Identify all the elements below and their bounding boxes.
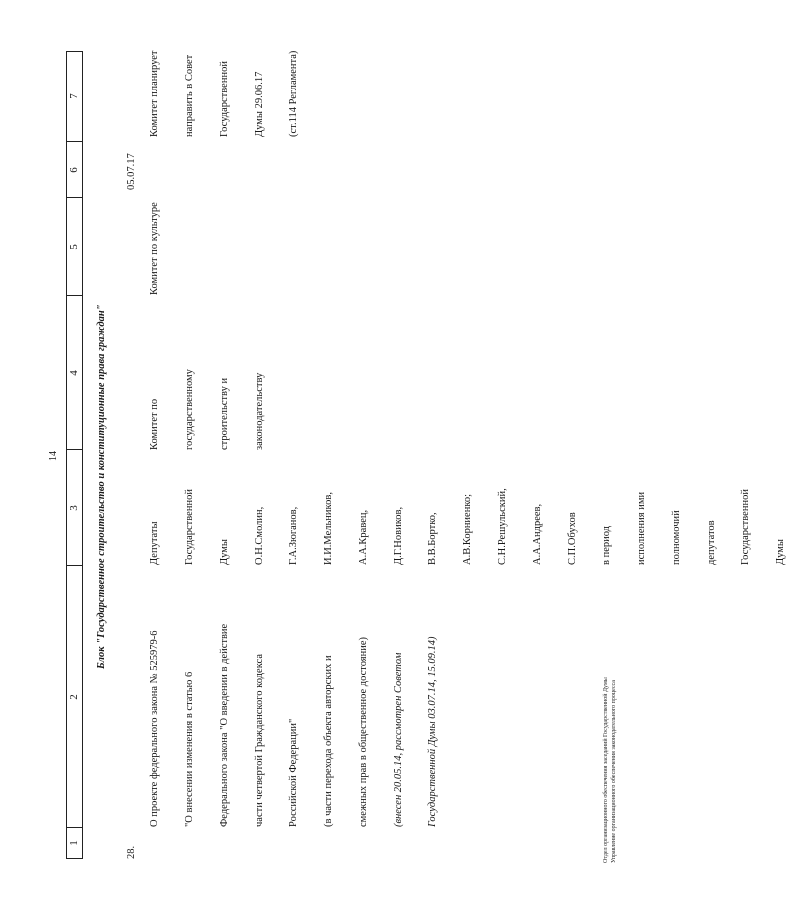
co-executor-line: Комитет по культуре [149,202,161,295]
column-number: 6 [68,167,80,173]
bill-title-line: (в части перехода объекта авторских и [323,655,335,827]
column-number: 5 [68,244,80,250]
bill-title-line: смежных прав в общественное достояние) [357,636,369,827]
bill-authors [126,488,810,565]
note-line: направить в Совет [183,54,195,137]
bill-title [126,624,462,827]
author-line: полномочий [670,510,682,565]
author-line: в период [601,525,613,565]
document-footer [602,677,618,863]
bill-title-line: "О внесении изменения в статью 6 [183,671,195,827]
column-number: 1 [68,840,80,846]
note [126,51,323,138]
column-number: 7 [68,93,80,99]
author-line: В.В.Бортко, [427,512,439,565]
responsible-committee [126,369,288,450]
author-line: С.Н.Решульский, [497,488,508,565]
page-number: 14 [48,451,59,461]
author-line: Государственной [183,489,195,565]
bill-submission-info: (внесен 20.05.14, рассмотрен Советом [392,652,404,827]
bill-title-line: О проекте федерального закона № 525979-6 [149,630,161,827]
column-divider [66,827,83,828]
author-line: С.П.Обухов [566,512,578,565]
author-line: О.Н.Смолин, [253,506,265,565]
column-divider [66,565,83,566]
author-line: депутатов [705,520,717,565]
committee-line: Комитет по [149,398,161,450]
row-number: 28. [126,845,137,859]
footer-line: Отдел организационного обеспечения заседаний Государственной Думы [603,677,609,863]
author-line: Государственной [740,489,752,565]
author-line: Думы [775,539,787,565]
author-line: И.И.Мельников, [323,492,335,565]
bill-title-line: Российской Федерации" [288,718,300,827]
committee-line: строительству и [218,377,230,450]
column-number: 2 [68,694,80,700]
author-line: А.В.Корниенко; [462,493,474,565]
column-number: 4 [68,370,80,376]
author-line: А.А.Кравец, [357,509,369,565]
note-line: Государственной [218,61,230,137]
note-line: Думы 29.06.17 [253,71,265,137]
author-line: Г.А.Зюганов, [288,506,300,565]
bill-submission-info: Государственной Думы 03.07.14, 15.09.14) [427,636,439,827]
bill-title-line: Федерального закона "О введении в действие [218,623,230,827]
committee-line: государственному [183,369,195,450]
note-line: Комитет планирует [149,50,161,137]
column-divider [66,141,83,142]
bill-title-line: части четвертой Гражданского кодекса [253,654,265,827]
note-line: (ст.114 Регламента) [288,50,300,137]
author-line: Депутаты [149,521,161,565]
column-number: 3 [68,505,80,511]
committee-line: законодательству [253,372,265,450]
author-line: А.А.Андреев, [531,503,543,565]
column-divider [66,295,83,296]
block-title: Блок "Государственное строительство и конституционные права граждан" [96,304,107,669]
co-executor-committee [126,202,184,295]
column-number-header [66,51,83,859]
author-line: исполнения ими [636,491,648,565]
column-divider [66,197,83,198]
planned-date: 05.07.17 [126,153,137,190]
author-line: Думы [218,539,230,565]
footer-line: Управление организационного обеспечения законодательного процесса [611,680,617,863]
column-divider [66,449,83,450]
author-line: Д.Г.Новиков, [392,506,404,565]
